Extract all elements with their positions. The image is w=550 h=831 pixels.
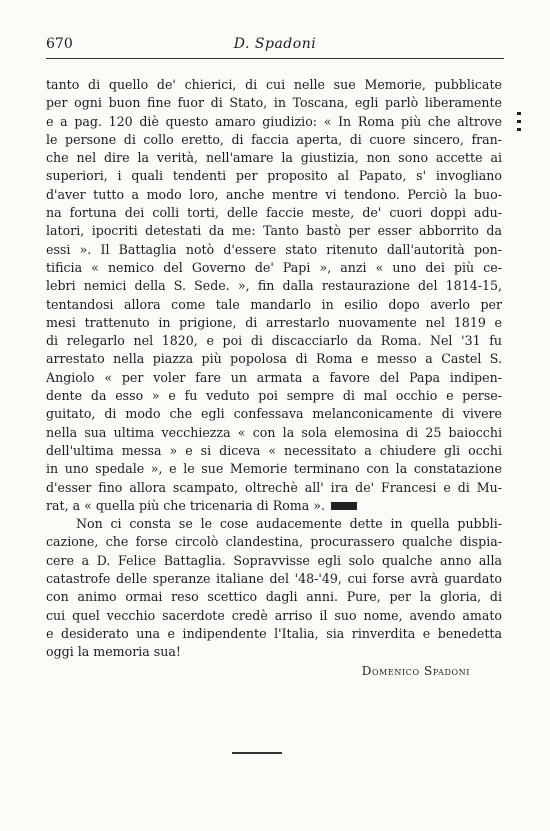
text-line: Non ci consta se le cose audacemente dette in quella pubbli-: [76, 516, 502, 532]
text-line: che nel dire la verità, nell'amare la giustizia, non sono accette ai: [46, 150, 502, 166]
text-line: na fortuna dei colli torti, delle faccie meste, de' cuori doppi adu-: [46, 205, 502, 221]
text-line: tificia « nemico del Governo de' Papi », anzi « uno dei più ce-: [46, 259, 502, 275]
page-header: [46, 36, 504, 58]
text-line: con animo ormai reso scettico dagli anni. Pure, per la gloria, di: [46, 589, 502, 605]
text-line: mesi trattenuto in prigione, di arrestarlo nuovamente nel 1819 e: [46, 314, 502, 330]
text-line: arrestato nella piazza più popolosa di Roma e messo a Castel S.: [46, 351, 502, 367]
text-line: Angiolo « per voler fare un armata a favore del Papa indipen-: [46, 369, 502, 385]
text-line: di relegarlo nel 1820, e poi di discacciarlo da Roma. Nel '31 fu: [46, 333, 502, 349]
page-number: 670: [46, 36, 73, 52]
text-line: d'aver tutto a modo loro, anche mentre vi tendono. Perciò la buo-: [46, 186, 502, 202]
text-line: oggi la memoria sua!: [46, 644, 181, 660]
text-line: in uno spedale », e le sue Memorie terminano con la constatazione: [46, 461, 502, 477]
running-head: D. Spadoni: [233, 36, 317, 52]
text-line: per ogni buon fine fuor di Stato, in Toscana, egli parlò liberamente: [46, 95, 502, 111]
text-line: essi ». Il Battaglia notò d'essere stato ritenuto dall'autorità pon-: [46, 241, 502, 257]
text-line: dente da esso » e fu veduto poi sempre di mal occhio e perse-: [46, 388, 502, 404]
text-line: [46, 497, 502, 515]
text-line: latori, ipocriti detestati da me: Tanto bastò per esser abborrito da: [46, 223, 502, 239]
text-line: e desiderato una e indipendente l'Italia, sia rinverdita e benedetta: [46, 625, 502, 641]
author-signature: Domenico Spadoni: [361, 664, 470, 678]
text-line: guitato, di modo che egli confessava melanconicamente di vivere: [46, 406, 502, 422]
text-line: cui quel vecchio sacerdote credè arriso il suo nome, avendo amato: [46, 607, 502, 623]
text-line: cazione, che forse circolò clandestina, procurassero qualche dispia-: [46, 534, 502, 550]
text-line: superiori, i quali tendenti per proposito al Papato, s' invogliano: [46, 168, 502, 184]
text-line: le persone di collo eretto, di faccia aperta, di cuore sincero, fran-: [46, 131, 502, 147]
end-rule: [232, 752, 282, 754]
text-line: e a pag. 120 diè questo amaro giudizio: « In Roma più che altrove: [46, 113, 502, 129]
text-line: cere a D. Felice Battaglia. Sopravvisse egli solo qualche anno alla: [46, 552, 502, 568]
text-line: nella sua ultima vecchiezza « con la sola elemosina di 25 baiocchi: [46, 424, 502, 440]
ink-blot: [331, 502, 357, 510]
text-line: tentandosi allora come tale mandarlo in esilio dopo averlo per: [46, 296, 502, 312]
body-text: [46, 76, 502, 662]
text-line: tanto di quello de' chierici, di cui nelle sue Memorie, pubblicate: [46, 77, 502, 92]
header-rule: [46, 58, 504, 59]
text-line: lebri nemici della S. Sede. », fin dalla restaurazione del 1814-15,: [46, 278, 502, 294]
text-line: dell'ultima messa » e si diceva « necessitato a chiudere gli occhi: [46, 442, 502, 458]
text-line: catastrofe delle speranze italiane del '48-'49, cui forse avrà guardato: [46, 571, 502, 587]
margin-mark: [514, 112, 524, 140]
text-line: d'esser fino allora scampato, oltrechè all' ira de' Francesi e di Mu-: [46, 479, 502, 495]
text-line-content: rat, a « quella più che tricenaria di Roma ».: [46, 497, 325, 513]
